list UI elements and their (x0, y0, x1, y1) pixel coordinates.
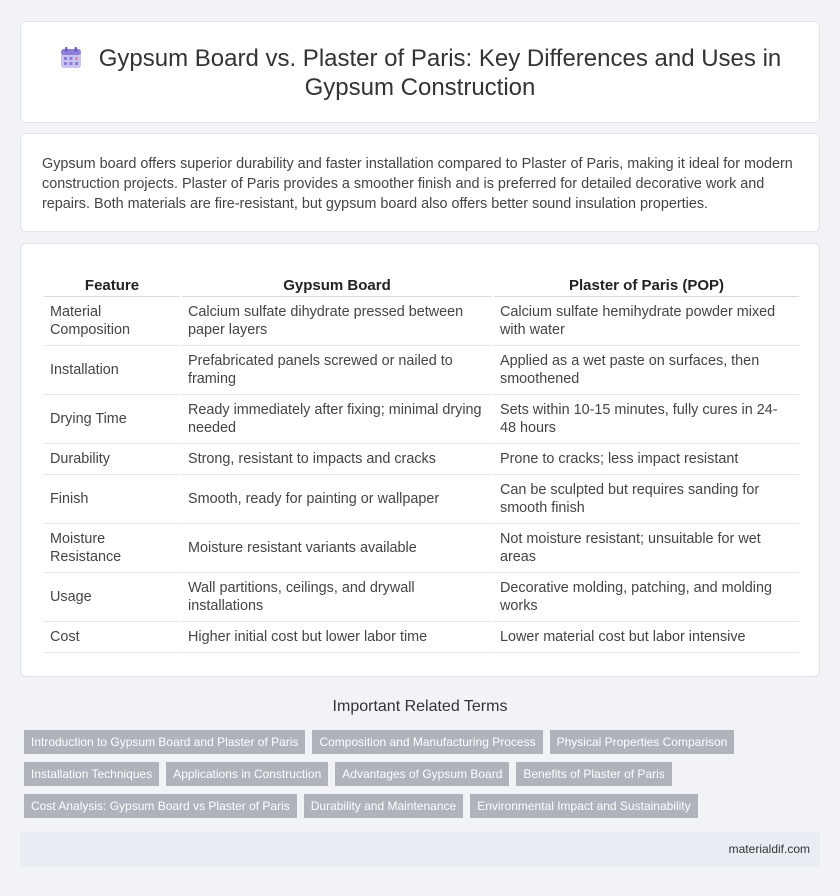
table-row (44, 573, 799, 622)
cell-feature: Usage (44, 573, 180, 622)
footer-site-link[interactable]: materialdif.com (728, 842, 810, 856)
cell-gypsum-board: Moisture resistant variants available (182, 524, 492, 573)
tag-link[interactable]: Environmental Impact and Sustainability (470, 794, 697, 818)
cell-plaster-of-paris: Not moisture resistant; unsuitable for wet areas (494, 524, 799, 573)
tag-link[interactable]: Benefits of Plaster of Paris (516, 762, 671, 786)
title-card (20, 21, 820, 123)
tag-link[interactable]: Cost Analysis: Gypsum Board vs Plaster of Paris (24, 794, 297, 818)
cell-gypsum-board: Calcium sulfate dihydrate pressed between paper layers (182, 297, 492, 346)
table-row (44, 475, 799, 524)
table-row (44, 444, 799, 475)
tag-row (24, 794, 814, 818)
cell-plaster-of-paris: Can be sculpted but requires sanding for smooth finish (494, 475, 799, 524)
cell-plaster-of-paris: Lower material cost but labor intensive (494, 622, 799, 653)
tag-link[interactable]: Composition and Manufacturing Process (312, 730, 542, 754)
tag-row (24, 730, 814, 754)
comparison-table-card (20, 243, 820, 677)
cell-gypsum-board: Prefabricated panels screwed or nailed to framing (182, 346, 492, 395)
cell-gypsum-board: Higher initial cost but lower labor time (182, 622, 492, 653)
page-title-text: Gypsum Board vs. Plaster of Paris: Key Differences and Uses in Gypsum Construction (98, 45, 782, 101)
table-row (44, 395, 799, 444)
cell-plaster-of-paris: Calcium sulfate hemihydrate powder mixed with water (494, 297, 799, 346)
table-row (44, 622, 799, 653)
cell-plaster-of-paris: Decorative molding, patching, and molding works (494, 573, 799, 622)
related-terms-heading: Important Related Terms (332, 698, 508, 715)
table-row (44, 297, 799, 346)
table-row (44, 346, 799, 395)
table-header-row (44, 274, 799, 297)
header-gypsum-board: Gypsum Board (182, 274, 492, 297)
header-feature: Feature (44, 274, 180, 297)
cell-feature: Drying Time (44, 395, 180, 444)
page-title (21, 44, 819, 102)
calendar-icon (59, 46, 83, 70)
comparison-table (42, 274, 801, 653)
cell-gypsum-board: Smooth, ready for painting or wallpaper (182, 475, 492, 524)
cell-feature: Cost (44, 622, 180, 653)
table-row (44, 524, 799, 573)
cell-gypsum-board: Ready immediately after fixing; minimal drying needed (182, 395, 492, 444)
summary-card (20, 133, 820, 232)
tag-link[interactable]: Physical Properties Comparison (550, 730, 735, 754)
cell-feature: Moisture Resistance (44, 524, 180, 573)
related-terms-tags (24, 730, 814, 826)
cell-feature: Material Composition (44, 297, 180, 346)
tag-row (24, 762, 814, 786)
tag-link[interactable]: Installation Techniques (24, 762, 159, 786)
tag-link[interactable]: Introduction to Gypsum Board and Plaster of Paris (24, 730, 305, 754)
cell-plaster-of-paris: Prone to cracks; less impact resistant (494, 444, 799, 475)
footer (20, 832, 820, 866)
cell-feature: Finish (44, 475, 180, 524)
tag-link[interactable]: Advantages of Gypsum Board (335, 762, 509, 786)
cell-feature: Durability (44, 444, 180, 475)
cell-feature: Installation (44, 346, 180, 395)
cell-plaster-of-paris: Sets within 10-15 minutes, fully cures in 24-48 hours (494, 395, 799, 444)
header-plaster-of-paris: Plaster of Paris (POP) (494, 274, 799, 297)
cell-gypsum-board: Wall partitions, ceilings, and drywall installations (182, 573, 492, 622)
tag-link[interactable]: Applications in Construction (166, 762, 328, 786)
cell-plaster-of-paris: Applied as a wet paste on surfaces, then smoothened (494, 346, 799, 395)
tag-link[interactable]: Durability and Maintenance (304, 794, 463, 818)
summary-text: Gypsum board offers superior durability and faster installation compared to Plaster of Paris, making it ideal for modern construction projects. Plaster of Paris provides a smoother finish and is preferred for detailed decorative work and repairs. Both materials are fire-resistant, but gypsum board also offers better sound insulation properties. (42, 156, 793, 212)
cell-gypsum-board: Strong, resistant to impacts and cracks (182, 444, 492, 475)
